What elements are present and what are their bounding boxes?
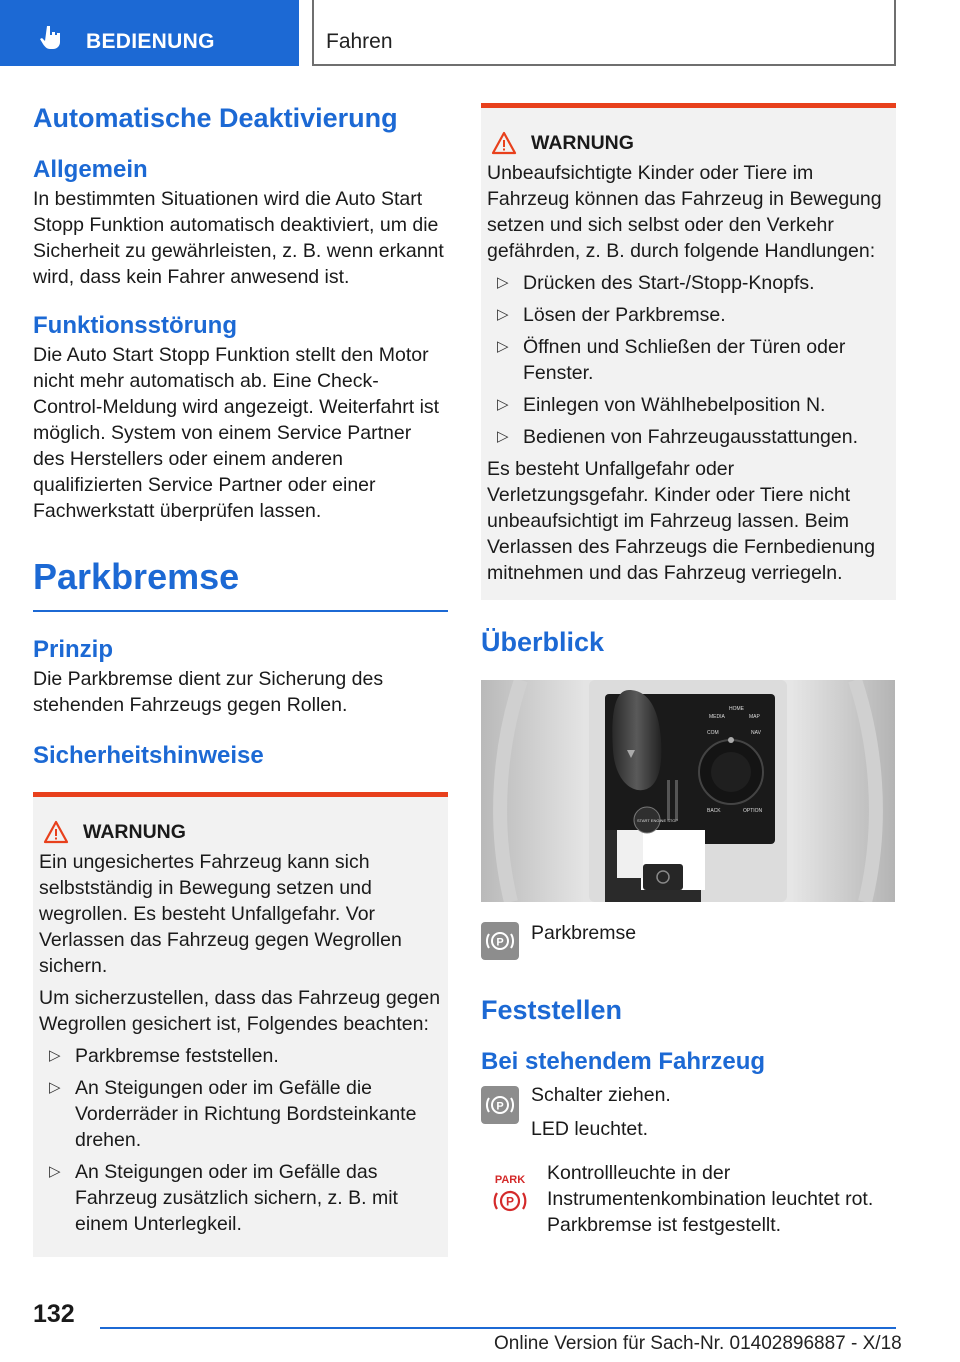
paragraph-prinzip: Die Parkbremse dient zur Sicherung des stehenden Fahrzeugs gegen Rollen. — [33, 668, 384, 716]
list-item: ▷ Lösen der Parkbremse. — [497, 304, 726, 326]
section-tab-label: BEDIENUNG — [86, 30, 215, 53]
list-item: ▷ Drücken des Start-/Stopp-Knopfs. — [497, 272, 815, 294]
parkbremse-caption-row — [481, 922, 896, 960]
schalter-row — [481, 1082, 896, 1142]
photo-label: MEDIA — [709, 714, 725, 720]
photo-label: OPTION — [743, 808, 763, 814]
list-item: ▷ Einlegen von Wählhebelposition N. — [497, 394, 826, 416]
heading-funktionsstoerung: Funktionsstörung — [33, 312, 237, 339]
paragraph-schalter: Schalter ziehen. — [531, 1084, 671, 1106]
warning-triangle-icon — [43, 820, 69, 844]
footer-rule — [100, 1327, 896, 1329]
center-console-photo — [481, 680, 895, 902]
warning-list — [39, 1043, 442, 1237]
center-console-illustration — [481, 680, 895, 902]
list-item: ▷ An Steigungen oder im Gefälle das Fahrzeug zusätzlich sichern, z. B. mit einem Unterlegkeil. — [49, 1161, 398, 1235]
triangle-bullet-icon: ▷ — [497, 274, 509, 291]
triangle-bullet-icon: ▷ — [497, 428, 509, 445]
paragraph-funktionsstoerung: Die Auto Start Stopp Funktion stellt den Motor nicht mehr automatisch ab. Eine Check-Control-Meldung wird angezeigt. Weiterfahrt ist möglich. System von einem Service Partner des Herstellers oder einem anderen qualifizierten Service Partner oder einer Fachwerkstatt überprüfen lassen. — [33, 344, 440, 522]
list-item: ▷ Öffnen und Schließen der Türen oder Fenster. — [497, 336, 846, 384]
warning-title: WARNUNG — [487, 130, 890, 156]
page-header — [0, 0, 960, 66]
svg-text:P: P — [505, 1194, 515, 1209]
heading-parkbremse: Parkbremse — [33, 556, 240, 597]
page-number: 132 — [33, 1300, 75, 1328]
hand-pointer-icon — [38, 24, 64, 50]
warning-list — [487, 270, 890, 450]
chapter-tab — [312, 0, 896, 66]
photo-label: NAV — [751, 730, 761, 736]
paragraph-led: LED leuchtet. — [531, 1118, 649, 1140]
warning-box-left — [33, 792, 448, 1257]
heading-allgemein: Allgemein — [33, 156, 148, 183]
kontrollleuchte-row — [481, 1160, 896, 1238]
warning-title: WARNUNG — [39, 819, 442, 845]
heading-stehendes-fahrzeug: Bei stehendem Fahrzeug — [481, 1048, 766, 1075]
warning-paragraph: Um sicherzustellen, dass das Fahrzeug gegen Wegrollen gesichert ist, Folgendes beachten: — [39, 987, 441, 1035]
schalter-text — [531, 1082, 671, 1142]
warning-paragraph: Unbeaufsichtigte Kinder oder Tiere im Fahrzeug können das Fahrzeug in Bewegung setzen und sich selbst oder den Verkehr gefährden, z. B. durch folgende Handlungen: — [487, 162, 882, 262]
heading-auto-deaktivierung: Automatische Deaktivierung — [33, 103, 398, 133]
heading-ueberblick: Überblick — [481, 627, 605, 657]
triangle-bullet-icon: ▷ — [497, 306, 509, 323]
triangle-bullet-icon: ▷ — [497, 338, 509, 355]
paragraph-kontrollleuchte: Kontrollleuchte in der Instrumentenkombination leuchtet rot. Parkbremse ist festgestellt. — [547, 1162, 874, 1236]
paragraph-allgemein: In bestimmten Situationen wird die Auto Start Stopp Funktion automatisch deaktiviert, um die Sicherheit zu gewährleisten, z. B. wenn erkannt wird, dass kein Fahrer anwesend ist. — [33, 188, 444, 288]
heading-sicherheitshinweise: Sicherheitshinweise — [33, 742, 264, 769]
photo-label: BACK — [707, 808, 721, 814]
heading-feststellen: Feststellen — [481, 995, 623, 1025]
warning-paragraph: Es besteht Unfallgefahr oder Verletzungsgefahr. Kinder oder Tiere nicht unbeaufsichtigt im Fahrzeug lassen. Beim Verlassen des Fahrzeugs die Fernbedienung mitnehmen und das Fahrzeug verriegeln. — [487, 458, 876, 584]
chapter-tab-label: Fahren — [326, 30, 393, 53]
warning-paragraph: Ein ungesichertes Fahrzeug kann sich selbstständig in Bewegung setzen und wegrollen. Es besteht Unfallgefahr. Vor Verlassen das Fahrzeug gegen Wegrollen sichern. — [39, 851, 402, 977]
photo-label: MAP — [749, 714, 760, 720]
photo-label: COM — [707, 730, 719, 736]
triangle-bullet-icon: ▷ — [49, 1047, 61, 1064]
list-item: ▷ An Steigungen oder im Gefälle die Vorderräder in Richtung Bordsteinkante drehen. — [49, 1077, 417, 1151]
footer-online-version: Online Version für Sach-Nr. 01402896887 - X/18 — [494, 1333, 902, 1354]
left-column — [33, 100, 448, 1257]
parkbremse-caption: Parkbremse — [531, 922, 637, 944]
svg-text:P: P — [496, 936, 504, 949]
parking-brake-switch-icon — [481, 922, 519, 960]
photo-label: START ENGINE STOP — [637, 818, 679, 823]
heading-rule — [33, 610, 448, 612]
park-warning-light-icon — [485, 1172, 535, 1218]
parking-brake-switch-icon — [481, 1086, 519, 1124]
svg-text:P: P — [496, 1100, 504, 1113]
section-tab — [0, 0, 299, 66]
warning-box-right — [481, 103, 896, 600]
triangle-bullet-icon: ▷ — [49, 1079, 61, 1096]
heading-prinzip: Prinzip — [33, 636, 114, 663]
triangle-bullet-icon: ▷ — [497, 396, 509, 413]
right-column — [481, 103, 896, 1238]
list-item: ▷ Parkbremse feststellen. — [49, 1045, 279, 1067]
photo-label: HOME — [729, 706, 744, 712]
warning-triangle-icon — [491, 131, 517, 155]
triangle-bullet-icon: ▷ — [49, 1163, 61, 1180]
list-item: ▷ Bedienen von Fahrzeugausstattungen. — [497, 426, 858, 448]
svg-text:PARK: PARK — [494, 1174, 526, 1186]
